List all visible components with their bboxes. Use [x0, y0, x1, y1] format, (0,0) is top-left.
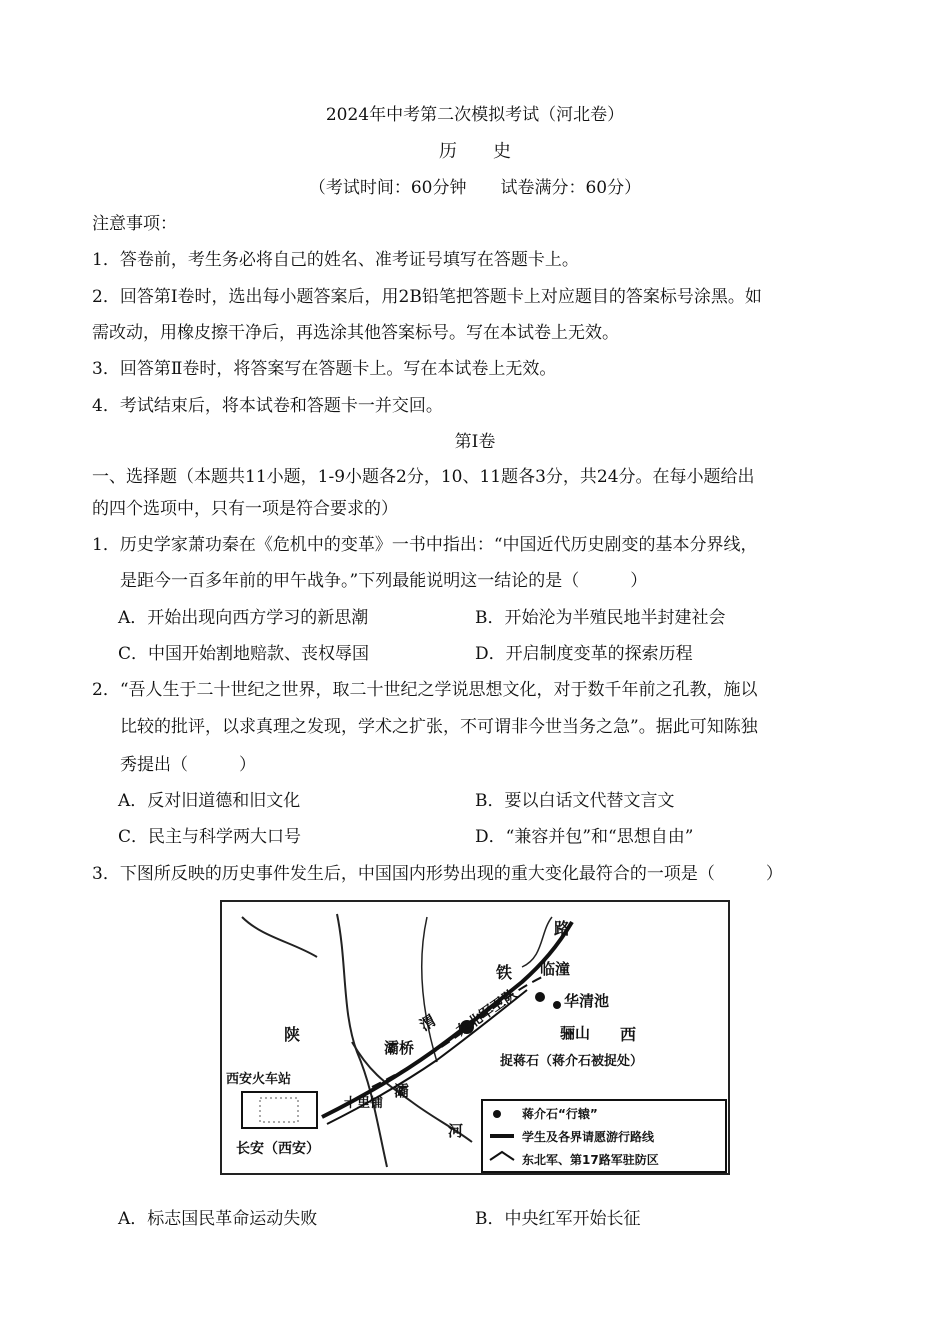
question-1-text: 是距今一百多年前的甲午战争。”下列最能说明这一结论的是（ ） [120, 571, 648, 591]
question-1-option-c: C．中国开始割地赔款、丧权辱国 [118, 644, 370, 664]
map-label: 灞桥 [384, 1039, 415, 1057]
note-item: 2．回答第Ⅰ卷时，选出每小题答案后，用2B铅笔把答题卡上对应题目的答案标号涂黑。如 [92, 287, 762, 307]
map-label: 灞 [394, 1082, 410, 1100]
section-intro: 一、选择题（本题共11小题，1-9小题各2分，10、11题各3分，共24分。在每小题给出 [92, 467, 755, 487]
note-item: 4．考试结束后，将本试卷和答题卡一并交回。 [92, 396, 443, 416]
map-label: 渭 [416, 1011, 439, 1035]
question-1-option-d: D．开启制度变革的探索历程 [475, 644, 693, 664]
question-2-text: 秀提出（ ） [120, 755, 256, 775]
notes-heading: 注意事项： [92, 214, 177, 234]
legend-item: 学生及各界请愿游行路线 [522, 1130, 655, 1144]
map-label: 西 [620, 1025, 637, 1044]
volume-title: 第Ⅰ卷 [454, 432, 496, 452]
subject-title: 历 史 [439, 141, 511, 162]
map-label: 铁 [496, 963, 513, 982]
note-item: 需改动，用橡皮擦干净后，再选涂其他答案标号。写在本试卷上无效。 [92, 323, 619, 343]
note-item: 3．回答第Ⅱ卷时，将答案写在答题卡上。写在本试卷上无效。 [92, 359, 557, 379]
question-2-text: 比较的批评，以求真理之发现，学术之扩张，不可谓非今世当务之急”。据此可知陈独 [120, 717, 758, 737]
map-label: 路 [554, 919, 571, 938]
map-label: 西安火车站 [226, 1072, 292, 1087]
map-label: 长安（西安） [236, 1141, 320, 1157]
question-3-option-b: B．中央红军开始长征 [475, 1209, 641, 1229]
question-2-text: 2．“吾人生于二十世纪之世界，取二十世纪之学说思想文化，对于数千年前之孔教，施以 [92, 680, 758, 700]
question-1-option-b: B．开始沦为半殖民地半封建社会 [475, 608, 726, 628]
legend-item: 东北军、第17路军驻防区 [522, 1153, 659, 1167]
question-1-text: 1．历史学家萧功秦在《危机中的变革》一书中指出：“中国近代历史剧变的基本分界线， [92, 535, 758, 555]
legend-item: 蒋介石“行辕” [522, 1107, 598, 1121]
map-label: 骊山 [560, 1024, 591, 1042]
question-3-text: 3．下图所反映的历史事件发生后，中国国内形势出现的重大变化最符合的一项是（ ） [92, 864, 783, 884]
section-intro: 的四个选项中，只有一项是符合要求的） [92, 499, 398, 519]
map-label: 河 [448, 1122, 464, 1140]
map-label: 临潼 [540, 960, 571, 978]
xian-incident-map [220, 900, 730, 1175]
changan-city-box [242, 1092, 317, 1128]
map-label: 捉蒋石（蒋介石被捉处） [500, 1054, 644, 1069]
question-2-option-b: B．要以白话文代替文言文 [475, 791, 675, 811]
question-2-option-d: D．“兼容并包”和“思想自由” [475, 827, 694, 847]
map-label: 陕 [284, 1025, 301, 1044]
map-label: 东北军卫队 [453, 986, 521, 1040]
map-label: 十里铺 [344, 1096, 384, 1111]
note-item: 1．答卷前，考生务必将自己的姓名、准考证号填写在答题卡上。 [92, 250, 579, 270]
question-1-option-a: A．开始出现向西方学习的新思潮 [118, 608, 369, 628]
question-2-option-c: C．民主与科学两大口号 [118, 827, 302, 847]
exam-title: 2024年中考第二次模拟考试（河北卷） [325, 105, 625, 125]
map-label: 华清池 [564, 992, 610, 1010]
exam-info: （考试时间：60分钟 试卷满分：60分） [308, 178, 642, 198]
question-3-option-a: A．标志国民革命运动失败 [118, 1209, 318, 1229]
question-2-option-a: A．反对旧道德和旧文化 [118, 791, 301, 811]
